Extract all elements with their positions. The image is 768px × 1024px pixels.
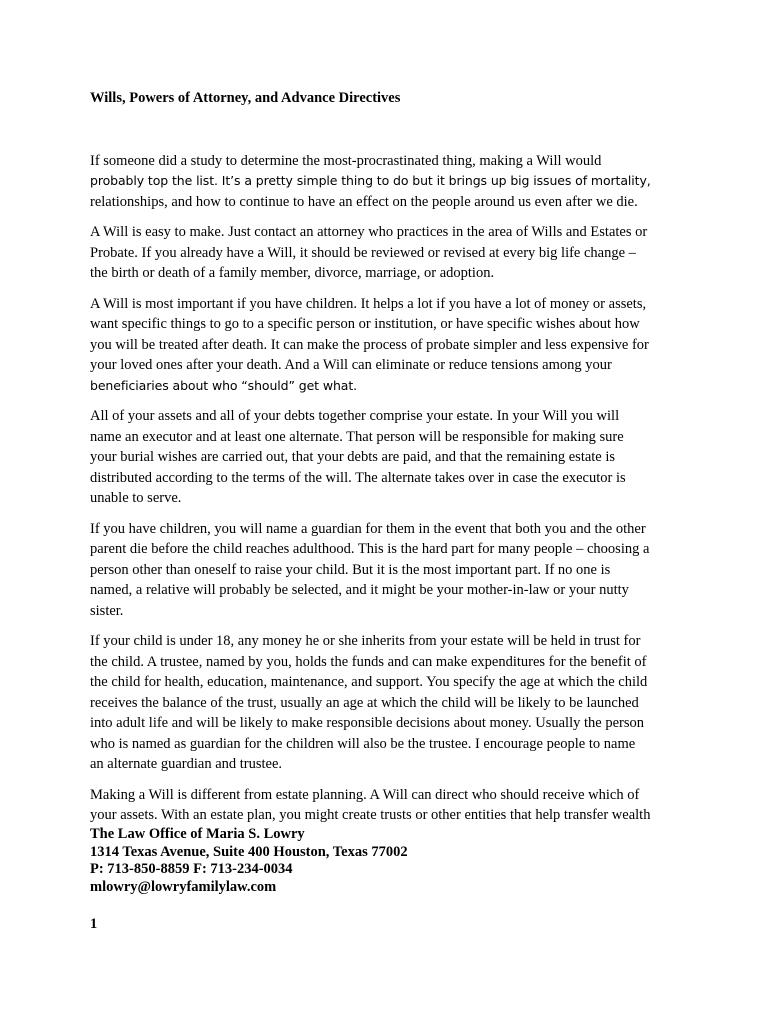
document-title: Wills, Powers of Attorney, and Advance Directives: [90, 90, 401, 106]
paragraph-line: If you have children, you will name a guardian for them in the event that both you and the other: [90, 520, 646, 537]
paragraph-line: into adult life and will be likely to make responsible decisions about money. Usually the person: [90, 715, 644, 731]
paragraph-line: If someone did a study to determine the most-procrastinated thing, making a Will would: [90, 152, 602, 169]
paragraph-intro: [90, 151, 684, 213]
paragraph-estate-planning: [90, 785, 684, 825]
paragraph-line: your assets. With an estate plan, you might create trusts or other entities that help transfer wealth: [90, 807, 651, 823]
paragraph-line: person other than oneself to raise your child. But it is the most important part. If no one is: [90, 561, 611, 578]
paragraph-line: Probate. If you already have a Will, it should be reviewed or revised at every big life change –: [90, 244, 636, 261]
paragraph-line: beneficiaries about who “should” get what.: [90, 377, 358, 393]
paragraph-line: who is named as guardian for the children will also be the trustee. I encourage people to name: [90, 735, 636, 752]
paragraph-line: the birth or death of a family member, divorce, marriage, or adoption.: [90, 265, 495, 281]
paragraph-line: Making a Will is different from estate planning. A Will can direct who should receive which of: [90, 786, 640, 803]
law-office-footer: [90, 826, 408, 896]
page-number: 1: [90, 916, 98, 932]
paragraph-line: relationships, and how to continue to have an effect on the people around us even after we die.: [90, 193, 638, 210]
paragraph-line: name an executor and at least one alternate. That person will be responsible for making sure: [90, 428, 624, 445]
paragraph-children-importance: [90, 294, 684, 397]
paragraph-line: receives the balance of the trust, usually an age at which the child will be likely to be launched: [90, 694, 639, 711]
paragraph-line: your burial wishes are carried out, that your debts are paid, and that the remaining estate is: [90, 449, 616, 465]
paragraph-line: want specific things to go to a specific person or institution, or have specific wishes about how: [90, 316, 640, 332]
paragraph-line: All of your assets and all of your debts together comprise your estate. In your Will you will: [90, 408, 620, 424]
paragraph-line: named, a relative will probably be selected, and it might be your mother-in-law or your nutty: [90, 582, 629, 598]
paragraph-line: A Will is easy to make. Just contact an attorney who practices in the area of Wills and Estates or: [90, 224, 648, 240]
footer-phone-fax: P: 713-850-8859 F: 713-234-0034: [90, 861, 293, 877]
paragraph-line: unable to serve.: [90, 490, 182, 506]
paragraph-line: A Will is most important if you have children. It helps a lot if you have a lot of money or assets,: [90, 295, 647, 312]
paragraph-easy-to-make: [90, 222, 684, 284]
paragraph-line: distributed according to the terms of the will. The alternate takes over in case the executor is: [90, 469, 626, 486]
paragraph-estate-executor: [90, 406, 684, 509]
paragraph-line: probably top the list. It’s a pretty simple thing to do but it brings up big issues of mortality,: [90, 173, 651, 188]
paragraph-line: sister.: [90, 602, 124, 619]
paragraph-guardian: [90, 519, 684, 622]
paragraph-line: If your child is under 18, any money he or she inherits from your estate will be held in trust for: [90, 633, 641, 649]
paragraph-line: you will be treated after death. It can make the process of probate simpler and less expensive for: [90, 336, 649, 353]
footer-address: 1314 Texas Avenue, Suite 400 Houston, Texas 77002: [90, 843, 408, 860]
footer-email: mlowry@lowryfamilylaw.com: [90, 878, 277, 895]
paragraph-line: parent die before the child reaches adulthood. This is the hard part for many people – choosing a: [90, 541, 650, 557]
paragraph-line: the child. A trustee, named by you, holds the funds and can make expenditures for the benefit of: [90, 653, 647, 670]
paragraph-line: the child for health, education, maintenance, and support. You specify the age at which the child: [90, 674, 648, 690]
paragraph-trust: [90, 631, 684, 775]
paragraph-line: your loved ones after your death. And a Will can eliminate or reduce tensions among your: [90, 357, 612, 373]
paragraph-line: an alternate guardian and trustee.: [90, 756, 283, 772]
footer-office-name: The Law Office of Maria S. Lowry: [90, 826, 305, 842]
